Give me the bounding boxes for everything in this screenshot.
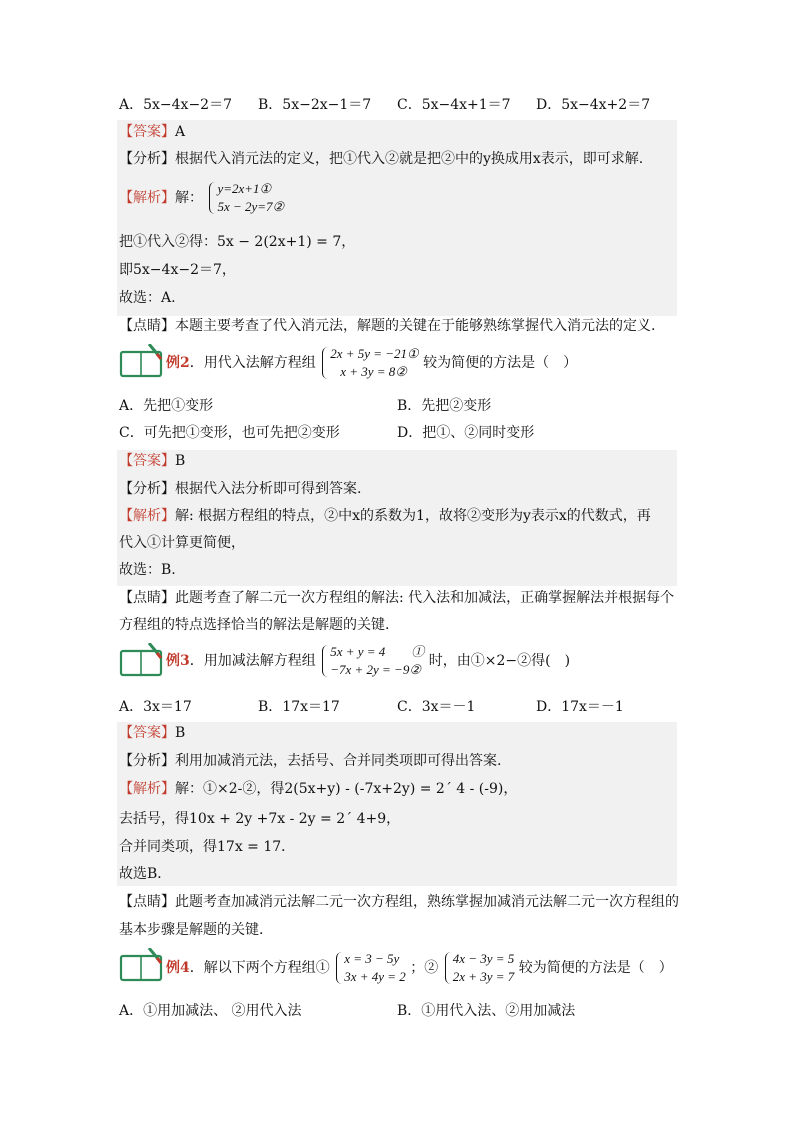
q3-analysis-line (119, 751, 501, 771)
q2-option-b: B．先把②变形 (397, 398, 492, 414)
q3-sys-line-1: 5x + y = 4 ① (330, 644, 425, 659)
answer-tag: 【答案】 (119, 725, 175, 741)
q4-sys2-line-2: 2x + 3y = 7 (452, 969, 515, 984)
q3-option-b: B．17x＝17 (258, 699, 340, 715)
comment-tag: 【点睛】 (119, 318, 175, 334)
q1-sys-line-1: y=2x+1① (217, 181, 272, 196)
q4-option-b: B．①用代入法、②用加减法 (397, 1003, 576, 1019)
q1-analysis: 根据代入消元法的定义，把①代入②就是把②中的y换成用x表示，即可求解. (175, 151, 644, 167)
q3-solution-line-2: 去括号，得10x + 2y +7x - 2y = 2´ 4+9， (119, 811, 401, 827)
q1-answer: A (175, 124, 186, 140)
solution-tag: 【解析】 (119, 508, 175, 524)
q2-solution-line-2: 代入①计算更简便， (119, 535, 245, 551)
q4-stem-pre: ．解以下两个方程组① (189, 960, 330, 976)
q4-stem-post: 较为简便的方法是（ ） (518, 960, 673, 976)
q1-comment: 本题主要考查了代入消元法，解题的关键在于能够熟练掌握代入消元法的定义. (175, 318, 656, 334)
q2-comment-text-1: 此题考查了解二元一次方程组的解法: 代入法和加减法，正确掌握解法并根据每个 (175, 590, 675, 606)
q1-option-c: C．5x−4x+1＝7 (397, 97, 511, 113)
q3-stem-post: 时，由①×2−②得( ) (428, 653, 571, 669)
solution-tag: 【解析】 (119, 781, 175, 797)
q1-equation-system (207, 180, 284, 216)
q2-solution-line-1 (119, 506, 651, 526)
q3-option-a: A．3x＝17 (119, 699, 192, 715)
q1-option-d: D．5x−4x+2＝7 (536, 97, 651, 113)
q4-sys2-line-1: 4x − 3y = 5 (452, 951, 515, 966)
q1-option-a: A．5x−4x−2＝7 (119, 97, 232, 113)
q1-solution-prefix: 解： (175, 190, 203, 206)
q1-comment-line (119, 316, 655, 336)
solution-tag: 【解析】 (119, 190, 175, 206)
q4-equation-system-1 (334, 950, 406, 986)
q3-equation-system (320, 643, 424, 679)
q2-sys-line-2: x + 3y = 8② (340, 364, 407, 379)
book-pencil-icon (119, 948, 165, 982)
q2-comment-line-2: 方程组的特点选择恰当的解法是解题的关键. (119, 617, 390, 633)
answer-tag: 【答案】 (119, 124, 175, 140)
q2-stem-post: 较为简便的方法是（ ） (423, 355, 578, 371)
book-pencil-icon (119, 344, 165, 378)
q2-sys-line-1: 2x + 5y = −21① (330, 346, 419, 361)
q3-sys-line-2: −7x + 2y = −9② (330, 662, 421, 677)
analysis-tag: 【分析】 (119, 753, 175, 769)
q1-sys-line-2: 5x − 2y=7② (217, 199, 285, 214)
analysis-tag: 【分析】 (119, 151, 175, 167)
q3-stem-pre: ．用加减法解方程组 (189, 653, 316, 669)
q2-option-c: C．可先把①变形，也可先把②变形 (119, 425, 340, 441)
q2-solution-text-1: 解: 根据方程组的特点，②中x的系数为1，故将②变形为y表示x的代数式，再 (175, 508, 651, 524)
q3-option-d: D．17x＝－1 (536, 699, 624, 715)
q2-analysis-line (119, 479, 361, 499)
q2-answer: B (175, 453, 186, 469)
q3-comment-text-1: 此题考查加减消元法解二元一次方程组，熟练掌握加减消元法解二元一次方程组的 (175, 894, 679, 910)
q4-stem (166, 950, 673, 986)
q1-option-b: B．5x−2x−1＝7 (258, 97, 372, 113)
q3-label: 例3 (166, 653, 190, 669)
q3-answer-line (119, 723, 185, 743)
q1-solution-line (119, 180, 284, 216)
q3-solution-line-3: 合并同类项，得17x = 17． (119, 839, 296, 855)
q2-stem (166, 345, 577, 381)
q3-solution-line-1 (119, 779, 517, 799)
answer-tag: 【答案】 (119, 453, 175, 469)
q3-solution-text-1: 解：①×2-②，得2(5x+y) - (-7x+2y) = 2´ 4 - (-9)， (175, 781, 518, 797)
q3-stem (166, 643, 570, 679)
q3-answer: B (175, 725, 186, 741)
analysis-tag: 【分析】 (119, 481, 175, 497)
q1-answer-line (119, 122, 185, 142)
q2-solution-line-3: 故选：B. (119, 562, 176, 578)
q4-option-a: A．①用加减法、 ②用代入法 (119, 1003, 302, 1019)
book-pencil-icon (119, 643, 165, 677)
q4-sys1-line-2: 3x + 4y = 2 (344, 969, 406, 984)
q1-step-2: 即5x−4x−2＝7， (119, 262, 236, 278)
q4-label: 例4 (166, 960, 190, 976)
q3-option-c: C．3x＝－1 (397, 699, 476, 715)
q4-equation-system-2 (443, 950, 515, 986)
q4-mid: ；② (410, 960, 439, 976)
q2-option-d: D．把①、②同时变形 (397, 425, 535, 441)
comment-tag: 【点睛】 (119, 894, 175, 910)
q2-answer-line (119, 451, 185, 471)
q2-equation-system (320, 345, 419, 381)
q3-comment-line-1 (119, 892, 679, 912)
q1-step-3: 故选：A. (119, 290, 176, 306)
q3-solution-line-4: 故选B． (119, 866, 172, 882)
q2-option-a: A．先把①变形 (119, 398, 214, 414)
q3-comment-line-2: 基本步骤是解题的关键. (119, 922, 264, 938)
q3-solution-shade (117, 722, 677, 886)
q4-sys1-line-1: x = 3 − 5y (344, 951, 400, 966)
q1-step-1: 把①代入②得：5x − 2(2x+1) = 7， (119, 234, 356, 250)
q3-analysis: 利用加减消元法，去括号、合并同类项即可得出答案. (175, 753, 502, 769)
q2-comment-line-1 (119, 588, 674, 608)
q1-analysis-line (119, 149, 643, 169)
q2-stem-pre: ．用代入法解方程组 (189, 355, 316, 371)
q2-analysis: 根据代入法分析即可得到答案. (175, 481, 362, 497)
comment-tag: 【点睛】 (119, 590, 175, 606)
q2-label: 例2 (166, 355, 190, 371)
